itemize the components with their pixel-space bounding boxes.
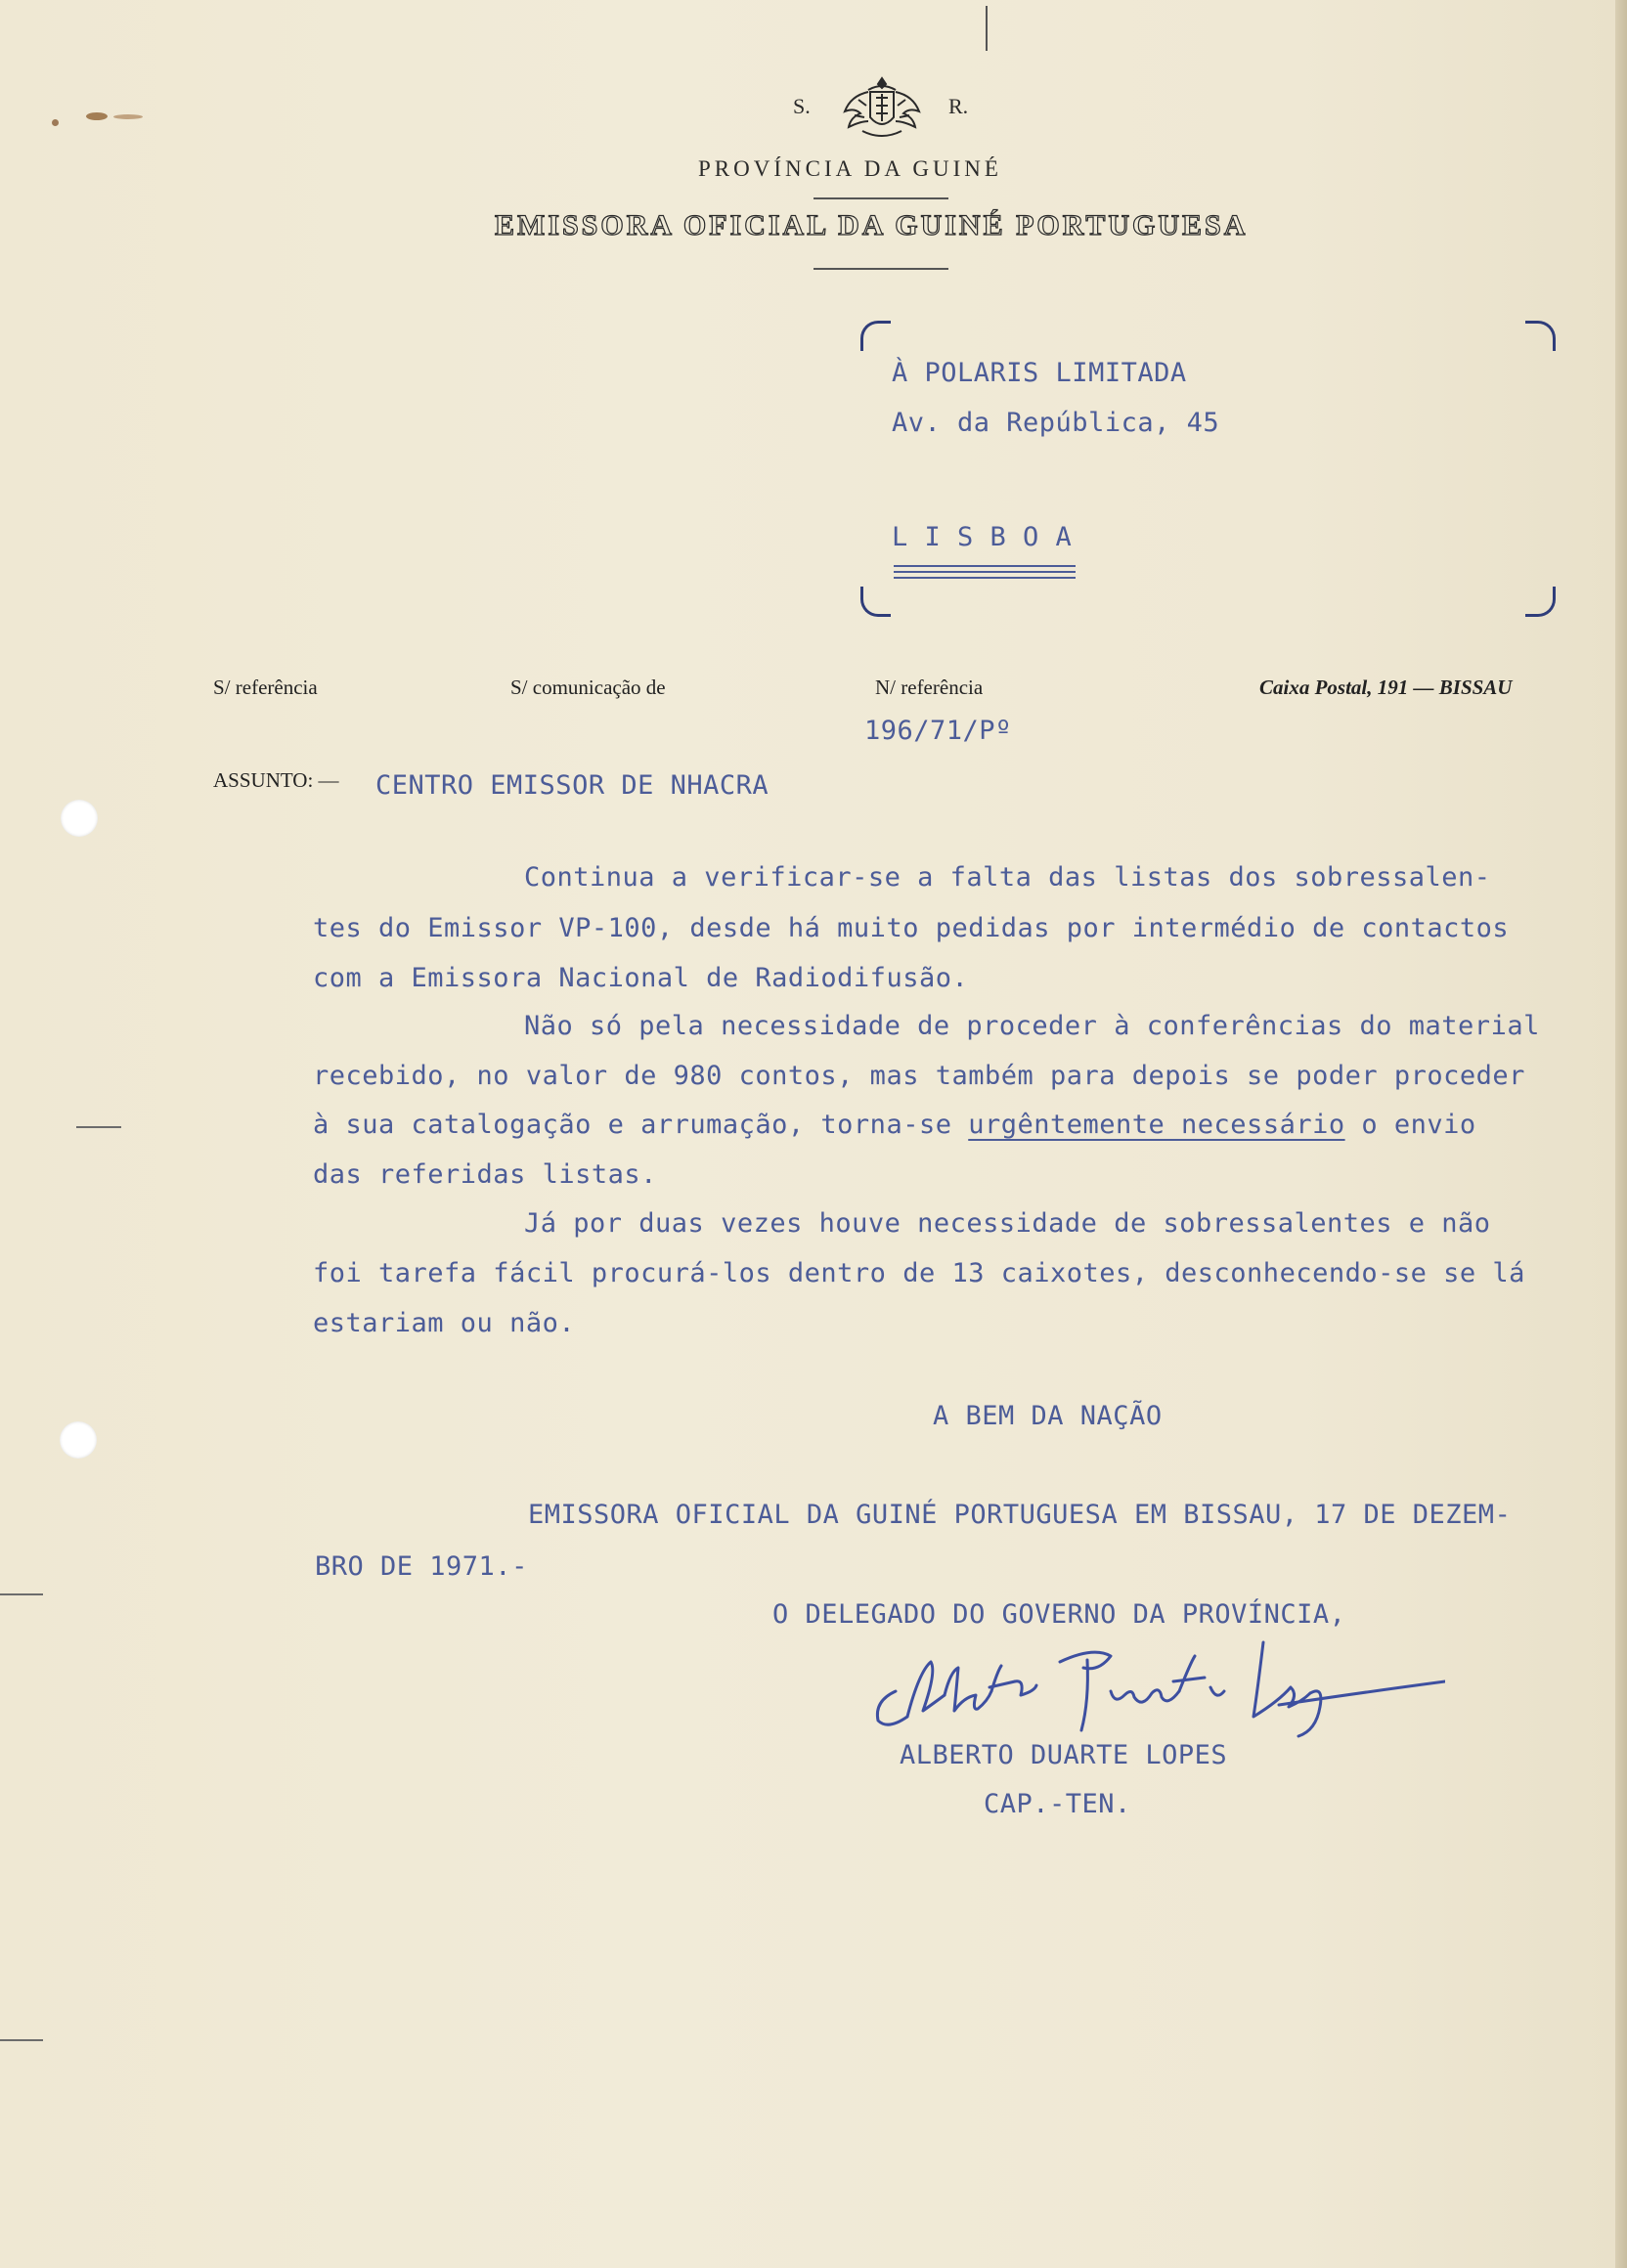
caixa-postal: Caixa Postal, 191 — BISSAU xyxy=(1259,676,1513,699)
body-line: recebido, no valor de 980 contos, mas também para depois se poder proceder xyxy=(313,1061,1525,1091)
recipient-city: L I S B O A xyxy=(892,522,1073,552)
letterhead-left-initial: S. xyxy=(793,94,811,118)
rust-stain xyxy=(86,112,108,120)
city-triple-underline xyxy=(894,577,1076,579)
province-title: PROVÍNCIA DA GUINÉ xyxy=(698,156,1002,181)
letterhead-right-initial: R. xyxy=(948,94,969,118)
place-date-line: EMISSORA OFICIAL DA GUINÉ PORTUGUESA EM BISSAU, 17 DE DEZEM- xyxy=(528,1500,1512,1530)
paper-edge xyxy=(1615,0,1627,2268)
station-rule xyxy=(814,268,948,270)
margin-tick xyxy=(76,1126,121,1128)
n-referencia-label: N/ referência xyxy=(875,676,984,699)
body-line: Já por duas vezes houve necessidade de sobressalentes e não xyxy=(524,1208,1491,1239)
body-text: à sua catalogação e arrumação, torna-se xyxy=(313,1110,969,1140)
s-comunicacao-label: S/ comunicação de xyxy=(510,676,666,699)
top-fold-mark xyxy=(986,6,988,51)
body-line: tes do Emissor VP-100, desde há muito pedidas por intermédio de contactos xyxy=(313,913,1510,943)
n-referencia-value: 196/71/Pº xyxy=(864,716,1012,746)
margin-tick xyxy=(0,2039,43,2041)
signatory-rank: CAP.-TEN. xyxy=(984,1789,1131,1819)
window-corner-top-left xyxy=(860,321,891,351)
punch-hole xyxy=(60,1421,97,1459)
punch-hole xyxy=(61,800,98,837)
body-line: estariam ou não. xyxy=(313,1308,576,1338)
body-line: das referidas listas. xyxy=(313,1159,657,1190)
place-date-line: BRO DE 1971.- xyxy=(315,1551,528,1582)
recipient-address: Av. da República, 45 xyxy=(892,408,1220,438)
recipient-name: À POLARIS LIMITADA xyxy=(892,358,1187,388)
coat-of-arms-icon xyxy=(837,72,927,143)
signatory-role: O DELEGADO DO GOVERNO DA PROVÍNCIA, xyxy=(772,1599,1346,1630)
city-underline xyxy=(894,565,1076,567)
province-rule xyxy=(814,197,948,199)
station-title: EMISSORA OFICIAL DA GUINÉ PORTUGUESA xyxy=(495,209,1249,241)
underlined-phrase: urgêntemente necessário xyxy=(968,1110,1345,1140)
rust-stain xyxy=(113,114,143,119)
city-double-underline xyxy=(894,571,1076,573)
subject-label: ASSUNTO: — xyxy=(213,768,339,792)
s-referencia-label: S/ referência xyxy=(213,676,318,699)
handwritten-signature xyxy=(868,1633,1445,1740)
body-line: foi tarefa fácil procurá-los dentro de 13 caixotes, desconhecendo-se se lá xyxy=(313,1258,1525,1288)
margin-tick xyxy=(0,1593,43,1595)
body-line: com a Emissora Nacional de Radiodifusão. xyxy=(313,963,969,993)
body-line-emphasis xyxy=(313,1110,1476,1140)
body-line: Continua a verificar-se a falta das listas dos sobressalen- xyxy=(524,862,1491,893)
subject-value: CENTRO EMISSOR DE NHACRA xyxy=(375,770,770,801)
rust-stain xyxy=(52,119,59,126)
body-text: o envio xyxy=(1344,1110,1476,1140)
body-line: Não só pela necessidade de proceder à conferências do material xyxy=(524,1011,1540,1041)
salutation: A BEM DA NAÇÃO xyxy=(933,1401,1163,1431)
signatory-name: ALBERTO DUARTE LOPES xyxy=(900,1740,1228,1770)
